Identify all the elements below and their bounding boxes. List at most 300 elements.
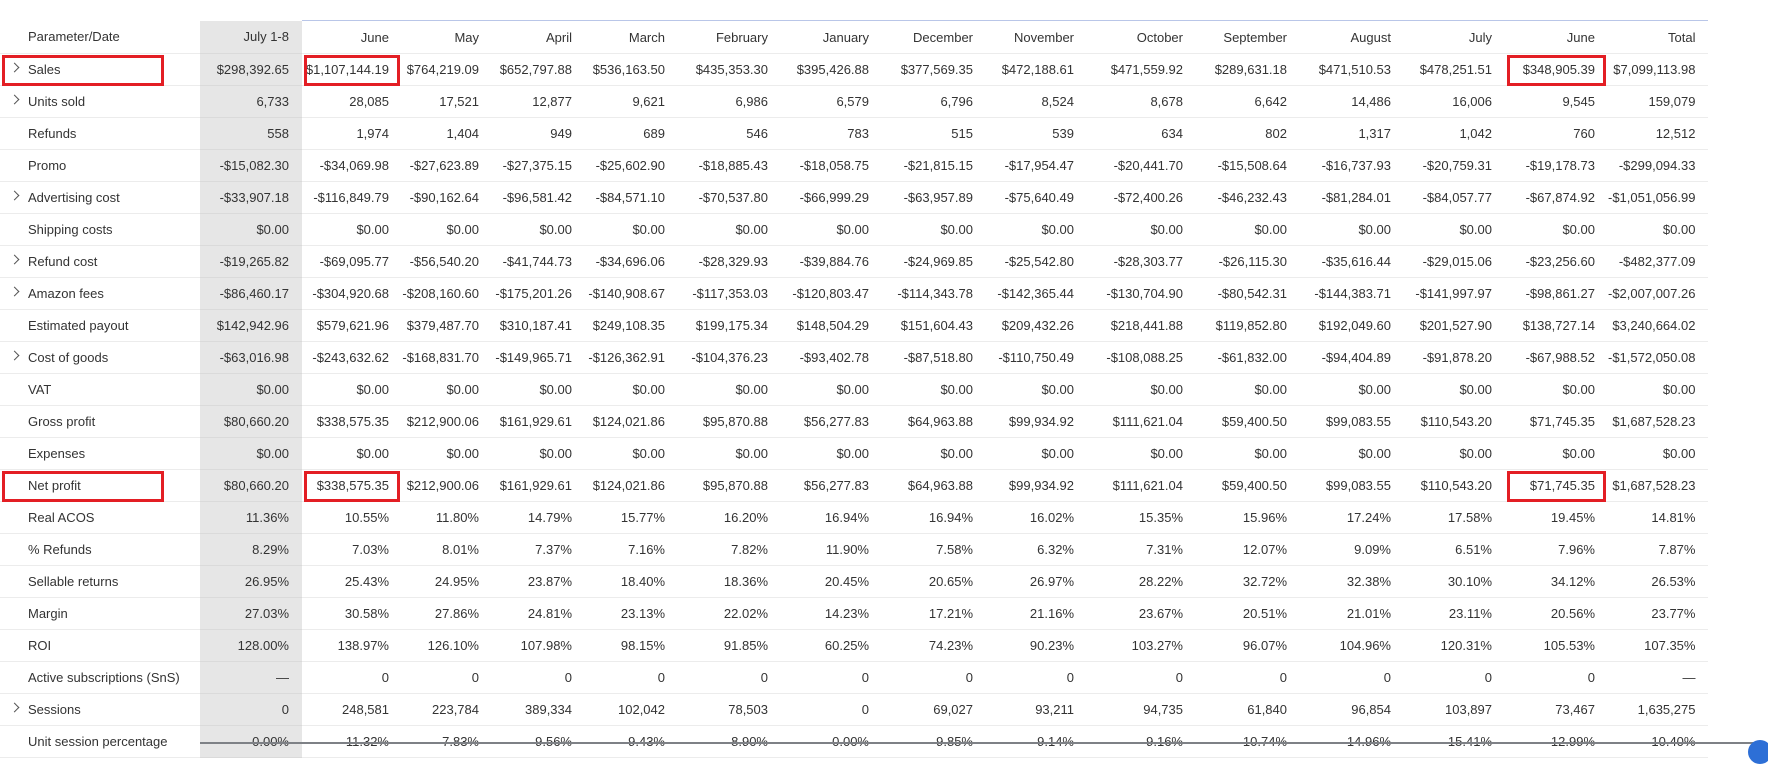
table-cell: 96,854 [1300, 694, 1404, 726]
table-cell: -$20,441.70 [1087, 150, 1196, 182]
table-cell: 1,635,275 [1608, 694, 1708, 726]
table-cell: $0.00 [1404, 374, 1505, 406]
table-cell: -$482,377.09 [1608, 246, 1708, 278]
row-label-cell[interactable] [0, 54, 200, 86]
table-cell: 11.36% [200, 502, 302, 534]
row-label: Gross profit [28, 414, 96, 429]
table-cell: $7,099,113.98 [1608, 54, 1708, 86]
row-label: Promo [28, 158, 67, 173]
table-cell: 91.85% [678, 630, 781, 662]
column-header[interactable]: November [986, 21, 1087, 54]
table-cell: $218,441.88 [1087, 310, 1196, 342]
table-cell: 24.81% [492, 598, 585, 630]
table-cell: -$130,704.90 [1087, 278, 1196, 310]
table-cell: — [200, 662, 302, 694]
table-cell: -$41,744.73 [492, 246, 585, 278]
table-cell: 93,211 [986, 694, 1087, 726]
table-cell: -$15,082.30 [200, 150, 302, 182]
table-cell: $59,400.50 [1196, 470, 1300, 502]
table-cell: 17,521 [402, 86, 492, 118]
table-cell: -$39,884.76 [781, 246, 882, 278]
row-label: Refund cost [28, 254, 98, 269]
row-label: Sales [28, 62, 61, 77]
table-cell: 159,079 [1608, 86, 1708, 118]
table-cell: $471,559.92 [1087, 54, 1196, 86]
table-cell: $289,631.18 [1196, 54, 1300, 86]
horizontal-scrollbar[interactable] [200, 742, 1760, 744]
table-cell: 15.35% [1087, 502, 1196, 534]
table-cell: 107.35% [1608, 630, 1708, 662]
table-cell: $0.00 [1404, 214, 1505, 246]
table-cell: -$63,957.89 [882, 182, 986, 214]
table-row [0, 470, 1708, 502]
row-label: Sellable returns [28, 574, 119, 589]
table-cell: 21.16% [986, 598, 1087, 630]
table-cell: 7.96% [1505, 534, 1608, 566]
table-cell: $478,251.51 [1404, 54, 1505, 86]
table-cell: 9.09% [1300, 534, 1404, 566]
table-cell: -$90,162.64 [402, 182, 492, 214]
table-cell: -$27,623.89 [402, 150, 492, 182]
table-cell: -$93,402.78 [781, 342, 882, 374]
table-cell: 6,733 [200, 86, 302, 118]
table-cell: 25.43% [302, 566, 402, 598]
row-label-cell [0, 406, 200, 438]
table-cell: $0.00 [1087, 374, 1196, 406]
table-row[interactable] [0, 182, 1708, 214]
table-cell: -$18,058.75 [781, 150, 882, 182]
table-cell: $124,021.86 [585, 406, 678, 438]
table-cell: -$120,803.47 [781, 278, 882, 310]
column-header[interactable]: September [1196, 21, 1300, 54]
table-cell: $56,277.83 [781, 406, 882, 438]
table-row [0, 214, 1708, 246]
row-label-cell[interactable] [0, 86, 200, 118]
table-cell: 98.15% [585, 630, 678, 662]
table-cell: 389,334 [492, 694, 585, 726]
table-cell: 32.72% [1196, 566, 1300, 598]
table-cell: $142,942.96 [200, 310, 302, 342]
table-cell: -$81,284.01 [1300, 182, 1404, 214]
table-header-row [0, 21, 1708, 54]
table-cell: 120.31% [1404, 630, 1505, 662]
table-cell: 16,006 [1404, 86, 1505, 118]
table-cell: 90.23% [986, 630, 1087, 662]
row-label-cell [0, 534, 200, 566]
table-cell: $764,219.09 [402, 54, 492, 86]
table-cell: 11.90% [781, 534, 882, 566]
table-cell: $0.00 [200, 214, 302, 246]
table-cell: 78,503 [678, 694, 781, 726]
table-row [0, 374, 1708, 406]
table-cell: 6.32% [986, 534, 1087, 566]
row-label: Estimated payout [28, 318, 129, 333]
table-cell: $536,163.50 [585, 54, 678, 86]
table-cell: -$144,383.71 [1300, 278, 1404, 310]
table-cell: 60.25% [781, 630, 882, 662]
table-cell: -$116,849.79 [302, 182, 402, 214]
table-cell: -$29,015.06 [1404, 246, 1505, 278]
table-cell: 546 [678, 118, 781, 150]
table-cell: 0 [781, 662, 882, 694]
table-cell: $0.00 [402, 374, 492, 406]
table-cell: 9,545 [1505, 86, 1608, 118]
table-cell: 73,467 [1505, 694, 1608, 726]
table-cell: 0 [1404, 662, 1505, 694]
table-cell: 16.94% [882, 502, 986, 534]
table-cell: $1,687,528.23 [1608, 470, 1708, 502]
column-header[interactable]: May [402, 21, 492, 54]
table-cell: 26.95% [200, 566, 302, 598]
table-cell: $0.00 [1196, 374, 1300, 406]
table-cell: -$26,115.30 [1196, 246, 1300, 278]
chevron-right-icon[interactable] [10, 287, 20, 297]
table-cell: -$208,160.60 [402, 278, 492, 310]
table-cell: $161,929.61 [492, 470, 585, 502]
table-cell: $0.00 [1300, 438, 1404, 470]
table-cell: $148,504.29 [781, 310, 882, 342]
table-cell: -$2,007,007.26 [1608, 278, 1708, 310]
table-row [0, 502, 1708, 534]
table-cell: 7.58% [882, 534, 986, 566]
table-cell: -$304,920.68 [302, 278, 402, 310]
table-cell: 0 [781, 694, 882, 726]
table-row [0, 118, 1708, 150]
table-cell: -$23,256.60 [1505, 246, 1608, 278]
table-cell: $111,621.04 [1087, 470, 1196, 502]
table-cell: $435,353.30 [678, 54, 781, 86]
table-cell: 8,524 [986, 86, 1087, 118]
table-cell: -$28,303.77 [1087, 246, 1196, 278]
row-label-cell [0, 310, 200, 342]
table-cell: 760 [1505, 118, 1608, 150]
column-header[interactable]: July [1404, 21, 1505, 54]
table-cell: $161,929.61 [492, 406, 585, 438]
row-label-cell[interactable] [0, 278, 200, 310]
table-cell: $0.00 [678, 214, 781, 246]
table-cell: $111,621.04 [1087, 406, 1196, 438]
table-cell: $0.00 [585, 214, 678, 246]
table-row[interactable] [0, 246, 1708, 278]
table-cell: 17.24% [1300, 502, 1404, 534]
table-cell: 28,085 [302, 86, 402, 118]
table-cell: $0.00 [1505, 438, 1608, 470]
table-cell: $298,392.65 [200, 54, 302, 86]
column-header[interactable]: April [492, 21, 585, 54]
table-cell: 14.81% [1608, 502, 1708, 534]
table-cell: $201,527.90 [1404, 310, 1505, 342]
table-cell: 27.86% [402, 598, 492, 630]
table-cell: 248,581 [302, 694, 402, 726]
row-label: Expenses [28, 446, 86, 461]
row-label: Unit session percentage [28, 734, 168, 749]
table-cell: 20.56% [1505, 598, 1608, 630]
table-cell: -$46,232.43 [1196, 182, 1300, 214]
table-row[interactable] [0, 694, 1708, 726]
row-label-cell[interactable] [0, 246, 200, 278]
chevron-right-icon[interactable] [10, 255, 20, 265]
table-cell: 0 [1300, 662, 1404, 694]
table-cell: 14.79% [492, 502, 585, 534]
table-cell: $0.00 [402, 438, 492, 470]
table-cell: 8.01% [402, 534, 492, 566]
table-cell: 26.97% [986, 566, 1087, 598]
table-cell: 0 [1196, 662, 1300, 694]
chevron-right-icon[interactable] [10, 63, 20, 73]
row-label: VAT [28, 382, 52, 397]
table-cell: -$27,375.15 [492, 150, 585, 182]
table-cell: 28.22% [1087, 566, 1196, 598]
table-cell: $99,934.92 [986, 406, 1087, 438]
table-cell: $99,934.92 [986, 470, 1087, 502]
table-cell: -$69,095.77 [302, 246, 402, 278]
table-cell: -$24,969.85 [882, 246, 986, 278]
table-cell: 0 [492, 662, 585, 694]
column-header[interactable]: August [1300, 21, 1404, 54]
table-cell: -$33,907.18 [200, 182, 302, 214]
table-cell: 17.58% [1404, 502, 1505, 534]
table-cell: $652,797.88 [492, 54, 585, 86]
row-label: Amazon fees [28, 286, 104, 301]
table-cell: 7.31% [1087, 534, 1196, 566]
table-cell: $377,569.35 [882, 54, 986, 86]
row-label-cell [0, 598, 200, 630]
table-cell: 26.53% [1608, 566, 1708, 598]
table-cell: $95,870.88 [678, 470, 781, 502]
table-cell: $0.00 [1196, 438, 1300, 470]
table-cell: -$96,581.42 [492, 182, 585, 214]
table-cell: $0.00 [781, 438, 882, 470]
table-cell: -$117,353.03 [678, 278, 781, 310]
chevron-right-icon[interactable] [10, 703, 20, 713]
table-cell: 0 [302, 662, 402, 694]
chevron-right-icon[interactable] [10, 191, 20, 201]
table-cell: $95,870.88 [678, 406, 781, 438]
table-cell: -$61,832.00 [1196, 342, 1300, 374]
table-cell: 0 [882, 662, 986, 694]
table-cell: $151,604.43 [882, 310, 986, 342]
table-cell: -$80,542.31 [1196, 278, 1300, 310]
table-cell: 32.38% [1300, 566, 1404, 598]
table-cell: 61,840 [1196, 694, 1300, 726]
table-cell: 74.23% [882, 630, 986, 662]
row-label: Sessions [28, 702, 81, 717]
row-label: % Refunds [28, 542, 92, 557]
row-label-cell[interactable] [0, 182, 200, 214]
row-label-cell [0, 438, 200, 470]
table-cell: 15.96% [1196, 502, 1300, 534]
table-row [0, 630, 1708, 662]
table-cell: -$19,178.73 [1505, 150, 1608, 182]
column-header[interactable]: October [1087, 21, 1196, 54]
table-cell: $249,108.35 [585, 310, 678, 342]
table-cell: -$63,016.98 [200, 342, 302, 374]
table-cell: 11.80% [402, 502, 492, 534]
table-cell: 23.77% [1608, 598, 1708, 630]
table-cell: $80,660.20 [200, 406, 302, 438]
table-cell: 9,621 [585, 86, 678, 118]
chevron-right-icon[interactable] [10, 351, 20, 361]
column-header[interactable]: March [585, 21, 678, 54]
table-cell: 558 [200, 118, 302, 150]
table-cell: $209,432.26 [986, 310, 1087, 342]
table-cell: -$110,750.49 [986, 342, 1087, 374]
column-header[interactable]: Total [1608, 21, 1708, 54]
column-header[interactable]: December [882, 21, 986, 54]
table-cell: 6,986 [678, 86, 781, 118]
table-cell: 20.51% [1196, 598, 1300, 630]
table-cell: $0.00 [781, 374, 882, 406]
row-label-cell[interactable] [0, 694, 200, 726]
column-header[interactable]: June [1505, 21, 1608, 54]
row-label: Shipping costs [28, 222, 113, 237]
table-cell: $471,510.53 [1300, 54, 1404, 86]
table-cell: $110,543.20 [1404, 470, 1505, 502]
table-cell: $0.00 [1505, 374, 1608, 406]
table-cell: 16.20% [678, 502, 781, 534]
table-cell: 27.03% [200, 598, 302, 630]
pnl-table [0, 20, 1708, 758]
table-cell: $80,660.20 [200, 470, 302, 502]
table-cell: $0.00 [882, 214, 986, 246]
row-label: Cost of goods [28, 350, 109, 365]
table-cell: 0 [986, 662, 1087, 694]
table-cell: -$17,954.47 [986, 150, 1087, 182]
table-cell: $0.00 [1608, 438, 1708, 470]
column-header[interactable]: June [302, 21, 402, 54]
column-header[interactable]: January [781, 21, 882, 54]
table-row[interactable] [0, 342, 1708, 374]
table-cell: 128.00% [200, 630, 302, 662]
table-cell: $0.00 [1087, 438, 1196, 470]
table-cell: -$91,878.20 [1404, 342, 1505, 374]
table-cell: 12,877 [492, 86, 585, 118]
table-cell: 6,796 [882, 86, 986, 118]
table-row [0, 598, 1708, 630]
table-cell: -$1,572,050.08 [1608, 342, 1708, 374]
table-row [0, 438, 1708, 470]
row-label-cell [0, 470, 200, 502]
table-cell: 14,486 [1300, 86, 1404, 118]
table-cell: $0.00 [1608, 374, 1708, 406]
table-cell: $0.00 [200, 374, 302, 406]
table-cell: -$94,404.89 [1300, 342, 1404, 374]
table-cell: $0.00 [986, 214, 1087, 246]
table-cell: -$19,265.82 [200, 246, 302, 278]
table-cell: $71,745.35 [1505, 470, 1608, 502]
table-cell: -$18,885.43 [678, 150, 781, 182]
table-cell: $110,543.20 [1404, 406, 1505, 438]
table-cell: $0.00 [492, 374, 585, 406]
table-cell: 8,678 [1087, 86, 1196, 118]
table-cell: $64,963.88 [882, 406, 986, 438]
table-cell: 103.27% [1087, 630, 1196, 662]
table-cell: 783 [781, 118, 882, 150]
table-cell: 7.87% [1608, 534, 1708, 566]
table-row[interactable] [0, 54, 1708, 86]
row-label-cell [0, 630, 200, 662]
row-label-cell[interactable] [0, 342, 200, 374]
table-cell: $0.00 [1300, 214, 1404, 246]
table-cell: 0 [402, 662, 492, 694]
table-cell: -$142,365.44 [986, 278, 1087, 310]
chevron-right-icon[interactable] [10, 95, 20, 105]
table-cell: $0.00 [492, 214, 585, 246]
table-cell: $0.00 [986, 374, 1087, 406]
row-label-cell [0, 214, 200, 246]
table-cell: -$108,088.25 [1087, 342, 1196, 374]
table-cell: $0.00 [585, 438, 678, 470]
table-row[interactable] [0, 86, 1708, 118]
table-cell: -$75,640.49 [986, 182, 1087, 214]
table-row [0, 406, 1708, 438]
table-cell: -$66,999.29 [781, 182, 882, 214]
row-label-cell [0, 726, 200, 758]
table-cell: 7.37% [492, 534, 585, 566]
table-cell: -$114,343.78 [882, 278, 986, 310]
table-cell: 6.51% [1404, 534, 1505, 566]
table-cell: 126.10% [402, 630, 492, 662]
table-cell: -$175,201.26 [492, 278, 585, 310]
scroll-indicator[interactable] [1748, 740, 1768, 764]
table-cell: 16.02% [986, 502, 1087, 534]
table-cell: -$243,632.62 [302, 342, 402, 374]
table-cell: -$84,057.77 [1404, 182, 1505, 214]
table-cell: -$67,988.52 [1505, 342, 1608, 374]
table-cell: 34.12% [1505, 566, 1608, 598]
table-row [0, 150, 1708, 182]
table-cell: $59,400.50 [1196, 406, 1300, 438]
table-row [0, 310, 1708, 342]
table-cell: $56,277.83 [781, 470, 882, 502]
table-cell: 6,579 [781, 86, 882, 118]
table-cell: 103,897 [1404, 694, 1505, 726]
table-cell: 96.07% [1196, 630, 1300, 662]
table-cell: 30.10% [1404, 566, 1505, 598]
table-cell: 689 [585, 118, 678, 150]
table-cell: $0.00 [1404, 438, 1505, 470]
table-cell: -$25,602.90 [585, 150, 678, 182]
table-cell: 0 [585, 662, 678, 694]
table-cell: $1,687,528.23 [1608, 406, 1708, 438]
column-header-parameter[interactable]: Parameter/Date [0, 21, 200, 54]
table-cell: — [1608, 662, 1708, 694]
table-cell: 14.23% [781, 598, 882, 630]
table-cell: -$72,400.26 [1087, 182, 1196, 214]
row-label-cell [0, 118, 200, 150]
row-label-cell [0, 502, 200, 534]
table-cell: -$67,874.92 [1505, 182, 1608, 214]
table-cell: 107.98% [492, 630, 585, 662]
table-cell: -$126,362.91 [585, 342, 678, 374]
table-cell: 7.82% [678, 534, 781, 566]
table-cell: 1,317 [1300, 118, 1404, 150]
table-cell: -$141,997.97 [1404, 278, 1505, 310]
row-label: Margin [28, 606, 68, 621]
table-cell: 223,784 [402, 694, 492, 726]
row-label-cell [0, 662, 200, 694]
row-label: Advertising cost [28, 190, 120, 205]
column-header[interactable]: February [678, 21, 781, 54]
table-cell: 12,512 [1608, 118, 1708, 150]
table-cell: 20.65% [882, 566, 986, 598]
table-cell: $348,905.39 [1505, 54, 1608, 86]
table-row[interactable] [0, 278, 1708, 310]
table-cell: -$168,831.70 [402, 342, 492, 374]
table-cell: $395,426.88 [781, 54, 882, 86]
table-cell: $0.00 [678, 374, 781, 406]
column-header[interactable]: July 1-8 [200, 21, 302, 54]
